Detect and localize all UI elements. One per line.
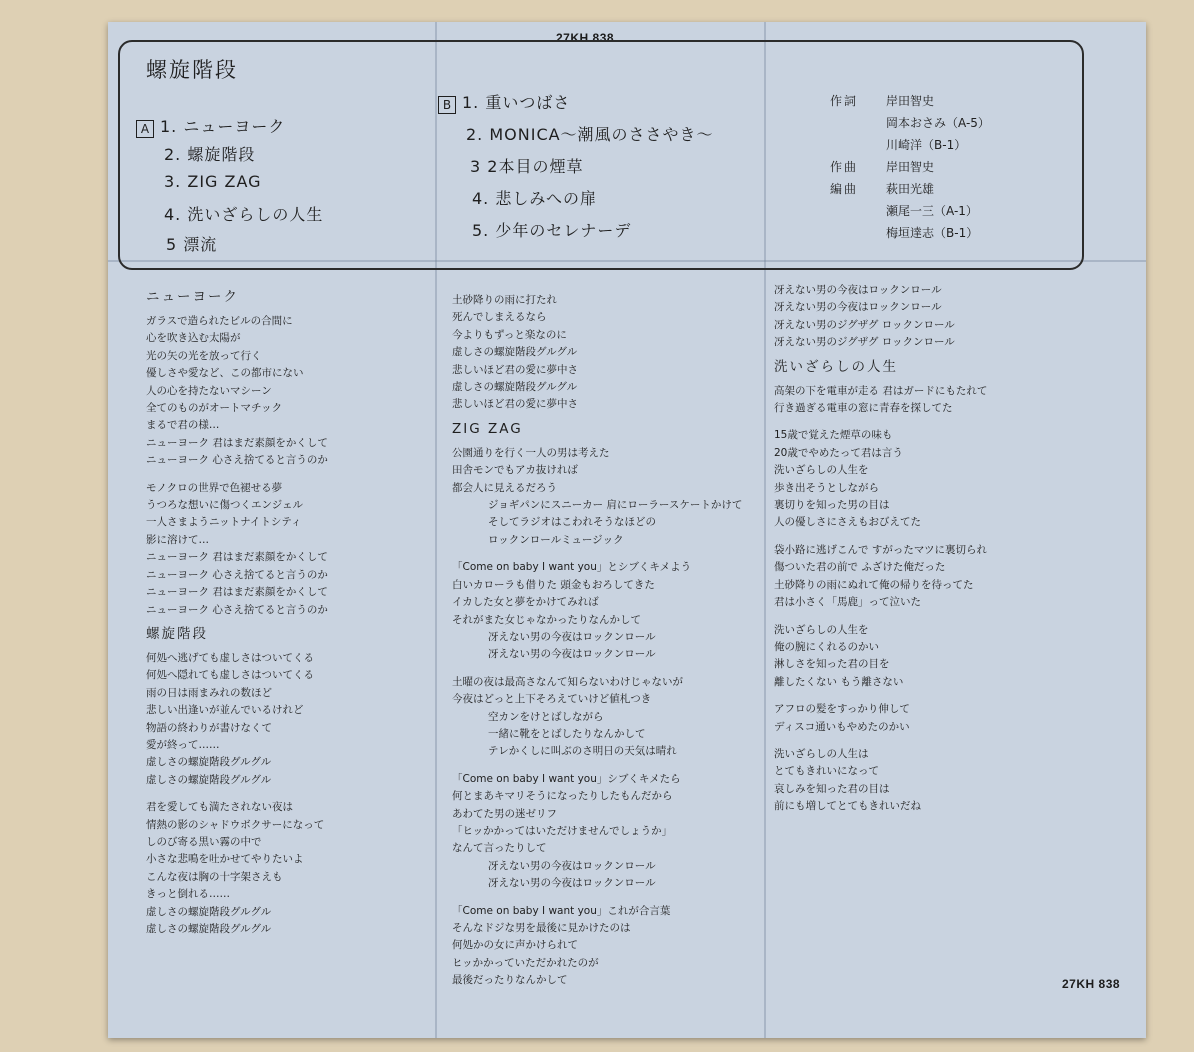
credit-name: 川崎洋（B-1） [886,138,967,152]
lyric-line: そしてラジオはこわれそうなほどの [488,516,656,529]
lyric-line: アフロの髪をすっかり伸して [774,703,910,716]
lyric-line: ジョギパンにスニーカー 肩にローラースケートかけて [488,499,743,512]
lyric-line: 「Come on baby I want you」シブくキメたら [452,772,681,785]
lyric-line: 死んでしまえるなら [452,311,547,324]
lyric-line: 冴えない男の今夜はロックンロール [488,859,656,872]
credit-row [830,222,990,244]
stanza-gap [452,893,757,903]
lyric-line: ニューヨーク 心さえ捨てると言うのか [146,603,328,616]
lyric-line: まるで君の様… [146,419,220,432]
credit-row [830,156,990,178]
lyric-line: うつろな想いに傷つくエンジェル [146,499,304,512]
lyric-line: 冴えない男の今夜はロックンロール [488,648,656,661]
lyric-line: 20歳でやめたって君は言う [774,446,903,459]
side-b-track: 3 2本目の煙草 [470,157,584,176]
song-title: ZIG ZAG [452,420,523,437]
side-b-track: 2. MONICA〜潮風のささやき〜 [466,125,714,144]
credit-row [830,178,990,200]
lyric-line: 優しさや愛など、この都市にない [146,367,304,380]
lyric-sheet [108,22,1146,1038]
lyric-line: 洗いざらしの人生を [774,464,869,477]
lyric-line: 影に溶けて… [146,533,209,546]
lyric-line: 「ヒッかかってはいただけませんでしょうか」 [452,824,673,837]
lyric-line: そんなドジな男を最後に見かけたのは [452,922,631,934]
stanza-gap [452,761,757,771]
lyric-line: 離したくない もう離さない [774,675,904,688]
credit-role: 編曲 [830,182,859,196]
lyric-line: 高架の下を電車が走る 君はガードにもたれて [774,384,988,397]
credit-role [830,112,886,134]
stanza-gap [452,664,757,674]
credit-role [830,134,886,156]
lyric-line: 空カンをけとばしながら [488,710,604,723]
lyric-line: 全てのものがオートマチック [146,402,283,415]
lyric-line: 何処へ隠れても虚しさはついてくる [146,669,314,682]
credit-row [830,200,990,222]
side-a-track: 4. 洗いざらしの人生 [164,205,324,224]
side-a-track: 3. ZIG ZAG [164,172,262,191]
lyric-line: ニューヨーク 君はまだ素顔をかくして [146,436,328,449]
lyric-line: テレかくしに叫ぶのさ明日の天気は晴れ [488,745,677,758]
lyric-line: 公園通りを行く一人の男は考えた [452,446,610,459]
lyric-line: ガラスで造られたビルの合間に [146,315,293,327]
lyric-line: それがまた女じゃなかったりなんかして [452,613,641,626]
lyric-line: 都会人に見えるだろう [452,481,557,494]
side-a-track: 5 漂流 [166,235,218,254]
lyric-line: 虚しさの螺旋階段グルグル [452,346,578,359]
lyric-line: 歩き出そうとしながら [774,481,879,494]
lyric-line: 淋しさを知った君の目を [774,658,890,671]
stanza-gap [452,282,757,292]
stanza-gap [774,691,1074,701]
lyric-line: 君は小さく「馬鹿」って泣いた [774,596,921,609]
stanza-gap [452,549,757,559]
lyric-line: 袋小路に逃げこんで すがったマツに裏切られ [774,543,988,556]
lyric-line: 冴えない男の今夜はロックンロール [774,284,942,296]
lyric-line: 虚しさの螺旋階段グルグル [146,923,272,935]
lyrics-column-2 [452,282,757,990]
catalog-number-top: 27KH 838 [556,31,615,45]
lyric-line: モノクロの世界で色褪せる夢 [146,481,283,494]
lyric-line: 虚しさの螺旋階段グルグル [146,905,272,918]
lyric-line: 冴えない男のジグザグ ロックンロール [774,318,955,331]
lyric-line: 最後だったりなんかして [452,974,568,987]
lyric-line: 君を愛しても満たされない夜は [146,801,293,814]
song-title: ニューヨーク [146,289,239,305]
side-a-track: 1. ニューヨーク [160,117,286,136]
side-a-label: A [136,120,154,138]
lyric-line: 今よりもずっと楽なのに [452,328,567,341]
lyric-line: 洗いざらしの人生は [774,747,869,760]
credits [830,90,990,244]
lyric-line: きっと倒れる…… [146,888,230,901]
lyric-line: ディスコ通いもやめたのかい [774,720,910,733]
lyric-line: 心を吹き込む太陽が [146,332,241,345]
side-b-track: 1. 重いつばさ [462,93,571,112]
lyric-line: 哀しみを知った君の目は [774,782,890,795]
stanza-gap [774,532,1074,542]
side-b-track: 5. 少年のセレナーデ [472,221,632,240]
lyric-line: 小さな悲鳴を吐かせてやりたいよ [146,853,304,866]
lyric-line: 土砂降りの雨にぬれて俺の帰りを待ってた [774,578,974,591]
lyric-line: 光の矢の光を放って行く [146,349,262,362]
lyric-line: 愛が終って…… [146,738,220,751]
lyric-line: ニューヨーク 君はまだ素顔をかくして [146,551,328,564]
credit-name: 梅垣達志（B-1） [886,226,979,240]
lyric-line: ロックンロールミュージック [488,533,624,546]
lyric-line: なんて言ったりして [452,842,547,855]
song-title: 螺旋階段 [146,625,208,642]
catalog-number-bottom: 27KH 838 [1062,977,1121,991]
lyric-line: 15歳で覚えた煙草の味も [774,429,893,442]
lyric-line: 虚しさの螺旋階段グルグル [452,381,578,394]
lyric-line: 冴えない男の今夜はロックンロール [774,301,942,314]
credit-name: 岸田智史 [886,160,935,174]
lyric-line: 前にも増してとてもきれいだね [774,800,921,813]
lyric-line: 俺の腕にくれるのかい [774,640,879,653]
side-a-track: 2. 螺旋階段 [164,145,256,164]
lyric-line: しのび寄る黒い霧の中で [146,835,262,848]
lyric-line: ヒッかかっていただかれたのが [452,956,599,969]
credit-role [830,222,886,244]
lyric-line: ニューヨーク 君はまだ素顔をかくして [146,586,328,599]
song-title: 洗いざらしの人生 [774,358,898,375]
credit-row [830,112,990,134]
lyric-line: 虚しさの螺旋階段グルグル [146,773,272,786]
stanza-gap [146,789,426,799]
lyric-line: 人の優しさにさえもおびえてた [774,516,921,529]
lyric-line: 悲しいほど君の愛に夢中さ [452,398,578,411]
stanza-gap [774,612,1074,622]
lyric-line: 冴えない男の今夜はロックンロール [488,630,656,643]
lyric-line: 何とまあキマリそうになったりしたもんだから [452,790,673,803]
lyrics-column-1 [146,282,426,938]
lyric-line: 傷ついた君の前で ふざけた俺だった [774,561,946,574]
lyric-line: 情熱の影のシャドウボクサーになって [146,818,325,831]
lyric-line: あわてた男の迷ゼリフ [452,807,557,820]
side-b-track: 4. 悲しみへの扉 [472,189,598,208]
lyric-line: 田舎モンでもアカ抜ければ [452,464,578,477]
tracklist-box [118,40,1084,270]
lyric-line: とてもきれいになって [774,765,879,778]
lyric-line: 雨の日は雨まみれの数ほど [146,686,272,699]
lyric-line: 今夜はどっと上下そろえていけど値札つき [452,693,652,706]
lyric-line: 人の心を持たないマシーン [146,384,272,397]
lyric-line: 冴えない男のジグザグ ロックンロール [774,336,955,349]
lyric-line: 虚しさの螺旋階段グルグル [146,756,272,769]
lyric-line: 行き過ぎる電車の窓に青春を探してた [774,402,953,415]
lyric-line: 何処かの女に声かけられて [452,939,578,952]
side-b-label: B [438,96,456,114]
lyric-line: 物語の終わりが書けなくて [146,721,272,734]
stanza-gap [774,736,1074,746]
stanza-gap [774,417,1074,427]
lyric-line: 悲しいほど君の愛に夢中さ [452,363,578,376]
credit-role: 作曲 [830,160,859,174]
credit-name: 瀬尾一三（A-1） [886,204,978,218]
lyric-line: イカした女と夢をかけてみれば [452,596,599,609]
credit-name: 萩田光雄 [886,182,935,196]
credit-row [830,134,990,156]
credit-name: 岸田智史 [886,94,935,108]
lyric-line: 洗いざらしの人生を [774,623,869,636]
credit-row [830,90,990,112]
lyrics-column-3 [774,282,1074,816]
credit-role [830,200,886,222]
lyric-line: 「Come on baby I want you」とシブくキメよう [452,561,692,574]
credit-role: 作詞 [830,94,859,108]
lyric-line: 「Come on baby I want you」これが合言葉 [452,904,671,917]
lyric-line: ニューヨーク 心さえ捨てると言うのか [146,454,328,467]
credit-name: 岡本おさみ（A-5） [886,116,990,130]
lyric-line: 一人さまようニットナイトシティ [146,516,302,529]
lyric-line: ニューヨーク 心さえ捨てると言うのか [146,568,328,581]
lyric-line: 裏切りを知った男の目は [774,499,890,512]
lyric-line: 白いカローラも借りた 頭金もおろしてきた [452,578,655,591]
lyric-line: 土砂降りの雨に打たれ [452,294,557,306]
album-title: 螺旋階段 [146,58,238,82]
lyric-line: 土曜の夜は最高さなんて知らないわけじゃないが [452,675,683,688]
stanza-gap [146,470,426,480]
lyric-line: 何処へ逃げても虚しさはついてくる [146,651,314,664]
lyric-line: 冴えない男の今夜はロックンロール [488,877,656,890]
lyric-line: 悲しい出逢いが並んでいるけれど [146,704,304,717]
lyric-line: 一緒に靴をとばしたりなんかして [488,727,646,740]
lyric-line: こんな夜は胸の十字架さえも [146,870,283,883]
